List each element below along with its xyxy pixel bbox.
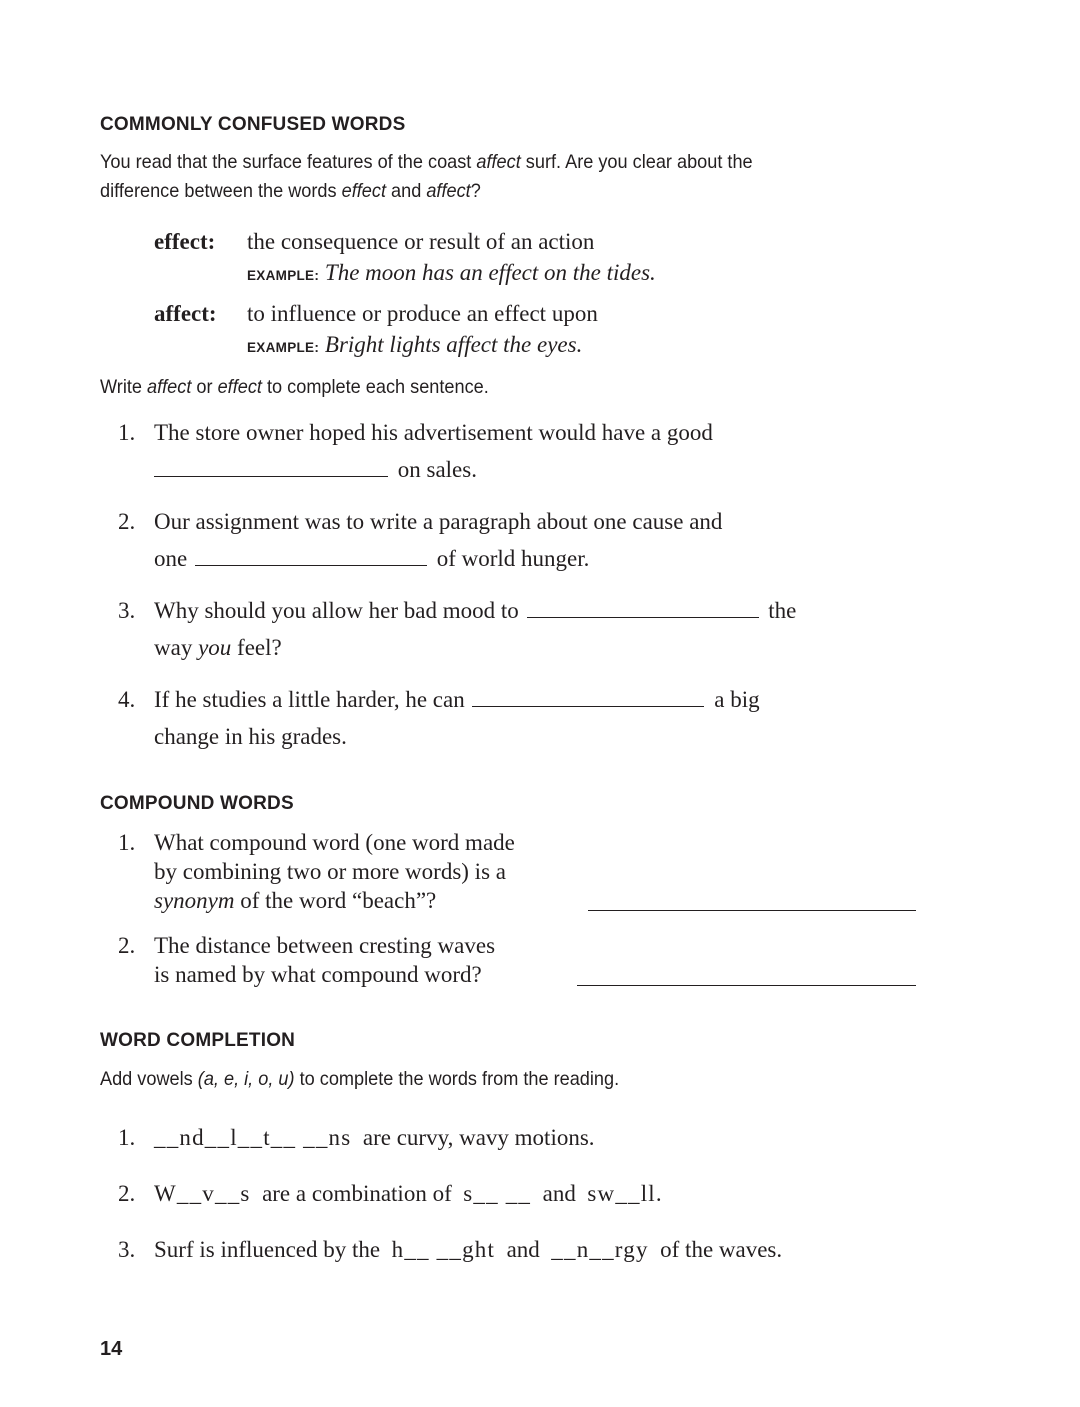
- definition-example-affect: [247, 332, 582, 358]
- question-line: [154, 540, 722, 577]
- definition-term-effect: effect:: [154, 229, 216, 254]
- intro-text: surf. Are you clear about the difference between the words: [100, 151, 753, 202]
- question-number: 2.: [118, 1181, 136, 1206]
- question-3: [154, 592, 796, 666]
- question-text: of world hunger.: [436, 546, 590, 571]
- question-line: [154, 681, 760, 718]
- answer-line[interactable]: [588, 910, 916, 911]
- compound-question-1: [154, 828, 515, 915]
- instruction-em: affect: [147, 376, 192, 398]
- completion-item-3: [154, 1237, 782, 1263]
- example-label: EXAMPLE:: [247, 340, 320, 355]
- instruction-em: (a, e, i, o, u): [197, 1068, 295, 1090]
- question-text: one: [154, 546, 188, 571]
- question-text: by combining two or more words) is a: [154, 859, 506, 884]
- example-text: Bright lights affect the eyes.: [324, 332, 583, 357]
- section-heading-word-completion: WORD COMPLETION: [100, 1030, 296, 1051]
- intro-em: affect: [476, 151, 521, 173]
- example-label: EXAMPLE:: [247, 268, 320, 283]
- confused-instruction: [100, 373, 807, 402]
- question-text: feel?: [237, 635, 282, 660]
- question-4: [154, 681, 760, 755]
- compound-question-2: [154, 931, 495, 989]
- question-text: What compound word (one word made: [154, 830, 515, 855]
- completion-instruction: [100, 1065, 807, 1094]
- question-number: 4.: [118, 687, 136, 712]
- example-text: The moon has an effect on the tides.: [324, 260, 656, 285]
- question-number: 3.: [118, 598, 136, 623]
- question-em: you: [198, 635, 232, 660]
- answer-blank[interactable]: [154, 475, 388, 477]
- instruction-text: Add vowels: [100, 1068, 198, 1090]
- word-puzzle[interactable]: __n__rgy: [551, 1237, 649, 1262]
- question-text: a big: [714, 687, 760, 712]
- intro-text: ?: [470, 180, 481, 202]
- instruction-text: or: [191, 376, 218, 398]
- question-line: [154, 451, 713, 488]
- question-em: synonym: [154, 888, 235, 913]
- definition-meaning-affect: to influence or produce an effect upon: [247, 301, 598, 326]
- confused-intro: [100, 148, 807, 206]
- question-text: way: [154, 635, 193, 660]
- question-number: 1.: [118, 420, 136, 445]
- question-number: 3.: [118, 1237, 136, 1262]
- item-text: and: [506, 1237, 540, 1262]
- question-number: 1.: [118, 1125, 136, 1150]
- question-number: 2.: [118, 509, 136, 534]
- instruction-text: to complete each sentence.: [261, 376, 489, 398]
- intro-em: effect: [341, 180, 386, 202]
- question-text: change in his grades.: [154, 724, 347, 749]
- definition-example-effect: [247, 260, 656, 286]
- word-puzzle[interactable]: __nd__l__t__ __ns: [154, 1125, 352, 1150]
- question-number: 2.: [118, 933, 136, 958]
- question-text: the: [768, 598, 797, 623]
- question-text: If he studies a little harder, he can: [154, 687, 465, 712]
- word-puzzle[interactable]: s__ __: [463, 1181, 532, 1206]
- instruction-text: Write: [100, 376, 148, 398]
- question-text: Our assignment was to write a paragraph about one cause and: [154, 509, 723, 534]
- word-puzzle[interactable]: h__ __ght: [391, 1237, 496, 1262]
- answer-blank[interactable]: [195, 564, 427, 566]
- page-number: 14: [100, 1338, 123, 1360]
- definition-meaning-effect: the consequence or result of an action: [247, 229, 595, 254]
- question-1: [154, 414, 713, 488]
- question-text: The store owner hoped his advertisement would have a good: [154, 420, 713, 445]
- item-text: are a combination of: [262, 1181, 452, 1206]
- question-number: 1.: [118, 830, 136, 855]
- question-text: is named by what compound word?: [154, 962, 482, 987]
- definition-term-affect: affect:: [154, 301, 217, 326]
- question-line: [154, 592, 796, 629]
- question-2: [154, 503, 722, 577]
- question-text: on sales.: [397, 457, 477, 482]
- item-text: of the waves.: [660, 1237, 783, 1262]
- answer-blank[interactable]: [472, 705, 704, 707]
- answer-line[interactable]: [577, 985, 916, 986]
- section-heading-confused-words: COMMONLY CONFUSED WORDS: [100, 114, 406, 135]
- instruction-em: effect: [217, 376, 262, 398]
- word-puzzle[interactable]: sw__ll: [587, 1181, 656, 1206]
- question-line: [154, 886, 515, 915]
- question-text: of the word “beach”?: [234, 888, 437, 913]
- answer-blank[interactable]: [527, 616, 759, 618]
- completion-item-1: [154, 1125, 595, 1151]
- item-text: .: [655, 1181, 662, 1206]
- item-text: and: [542, 1181, 576, 1206]
- item-text: Surf is influenced by the: [154, 1237, 381, 1262]
- intro-text: and: [385, 180, 427, 202]
- intro-text: You read that the surface features of the coast: [100, 151, 477, 173]
- section-heading-compound-words: COMPOUND WORDS: [100, 793, 294, 814]
- question-line: [154, 629, 796, 666]
- question-text: The distance between cresting waves: [154, 933, 496, 958]
- word-puzzle[interactable]: W__v__s: [154, 1181, 251, 1206]
- instruction-text: to complete the words from the reading.: [294, 1068, 620, 1090]
- question-text: Why should you allow her bad mood to: [154, 598, 519, 623]
- item-text: are curvy, wavy motions.: [362, 1125, 595, 1150]
- completion-item-2: [154, 1181, 662, 1207]
- intro-em: affect: [426, 180, 471, 202]
